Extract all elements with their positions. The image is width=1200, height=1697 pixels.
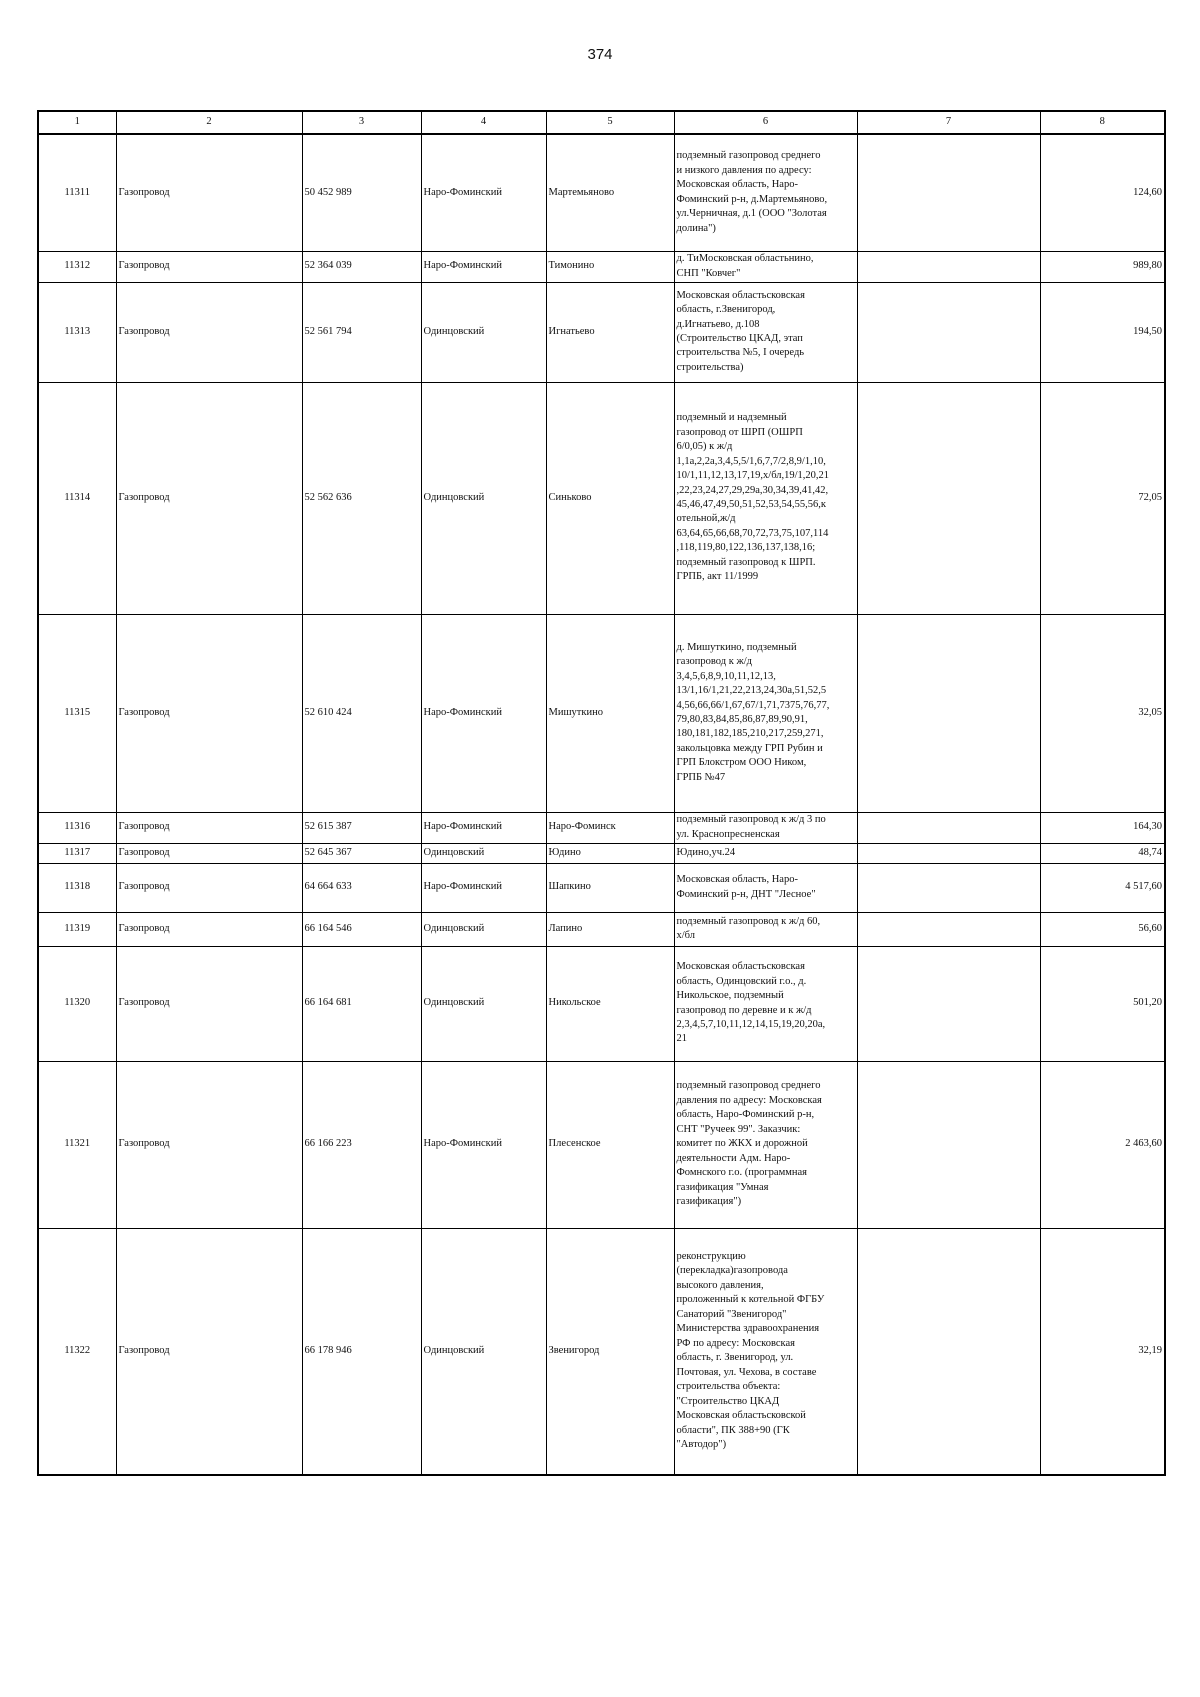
description: д. ТиМосковская областьнино, СНП "Ковчег" bbox=[674, 251, 857, 282]
column-header: 6 bbox=[674, 111, 857, 134]
value: 501,20 bbox=[1040, 946, 1165, 1061]
value: 194,50 bbox=[1040, 282, 1165, 382]
object-code: 66 164 681 bbox=[302, 946, 421, 1061]
district: Наро-Фоминский bbox=[421, 134, 546, 251]
object-type: Газопровод bbox=[116, 282, 302, 382]
locality: Шапкино bbox=[546, 863, 674, 912]
column-7-cell bbox=[857, 1061, 1040, 1228]
district: Наро-Фоминский bbox=[421, 812, 546, 843]
district: Одинцовский bbox=[421, 282, 546, 382]
value: 989,80 bbox=[1040, 251, 1165, 282]
district: Одинцовский bbox=[421, 946, 546, 1061]
row-number: 11311 bbox=[38, 134, 116, 251]
description: д. Мишуткино, подземный газопровод к ж/д 3,4,5,6,8,9,10,11,12,13, 13/1,16/1,21,22,213,24,30а,51,52,5 4,56,66,66/1,67,67/1,71,7375,76,77, 79,80,83,84,85,86,87,89,90,91, 180,181,182,185,210,217,259,271, закольцовка между ГРП Рубин и ГРП Блокстром ООО Ником, ГРПБ №47 bbox=[674, 614, 857, 812]
object-type: Газопровод bbox=[116, 912, 302, 946]
column-7-cell bbox=[857, 134, 1040, 251]
object-type: Газопровод bbox=[116, 863, 302, 912]
locality: Звенигород bbox=[546, 1228, 674, 1475]
object-code: 52 364 039 bbox=[302, 251, 421, 282]
row-number: 11313 bbox=[38, 282, 116, 382]
value: 32,05 bbox=[1040, 614, 1165, 812]
row-number: 11316 bbox=[38, 812, 116, 843]
header-row bbox=[38, 111, 1165, 134]
row-number: 11312 bbox=[38, 251, 116, 282]
locality: Синьково bbox=[546, 382, 674, 614]
object-type: Газопровод bbox=[116, 946, 302, 1061]
row-number: 11319 bbox=[38, 912, 116, 946]
table-row bbox=[38, 614, 1165, 812]
object-type: Газопровод bbox=[116, 134, 302, 251]
description: Юдино,уч.24 bbox=[674, 843, 857, 863]
locality: Лапино bbox=[546, 912, 674, 946]
value: 2 463,60 bbox=[1040, 1061, 1165, 1228]
description: подземный газопровод к ж/д 60, х/бл bbox=[674, 912, 857, 946]
table-row bbox=[38, 843, 1165, 863]
district: Одинцовский bbox=[421, 1228, 546, 1475]
locality: Мишуткино bbox=[546, 614, 674, 812]
locality: Наро-Фоминск bbox=[546, 812, 674, 843]
value: 32,19 bbox=[1040, 1228, 1165, 1475]
object-code: 66 178 946 bbox=[302, 1228, 421, 1475]
description: реконструкцию (перекладка)газопровода высокого давления, проложенный к котельной ФГБУ Санаторий "Звенигород" Министерства здравоохранения РФ по адресу: Московская область, г. Звенигород, ул. Почтовая, ул. Чехова, в составе строительства объекта: "Строительство ЦКАД Московская областьсковской области", ПК 388+90 (ГК "Автодор") bbox=[674, 1228, 857, 1475]
column-header: 5 bbox=[546, 111, 674, 134]
column-7-cell bbox=[857, 863, 1040, 912]
object-type: Газопровод bbox=[116, 614, 302, 812]
table-row bbox=[38, 812, 1165, 843]
object-type: Газопровод bbox=[116, 382, 302, 614]
locality: Юдино bbox=[546, 843, 674, 863]
object-code: 66 164 546 bbox=[302, 912, 421, 946]
object-code: 66 166 223 bbox=[302, 1061, 421, 1228]
column-header: 8 bbox=[1040, 111, 1165, 134]
row-number: 11318 bbox=[38, 863, 116, 912]
table-row bbox=[38, 382, 1165, 614]
object-code: 52 562 636 bbox=[302, 382, 421, 614]
table-row bbox=[38, 912, 1165, 946]
object-code: 52 610 424 bbox=[302, 614, 421, 812]
register-table bbox=[37, 110, 1166, 1476]
column-7-cell bbox=[857, 251, 1040, 282]
table-row bbox=[38, 251, 1165, 282]
description: подземный газопровод среднего и низкого давления по адресу: Московская область, Наро- Фоминский р-н, д.Мартемьяново, ул.Черничная, д.1 (ООО "Золотая долина") bbox=[674, 134, 857, 251]
description: Московская областьсковская область, г.Звенигород, д.Игнатьево, д.108 (Строительство ЦКАД, этап строительства №5, I очередь строительства) bbox=[674, 282, 857, 382]
page-number: 374 bbox=[587, 46, 613, 63]
column-7-cell bbox=[857, 282, 1040, 382]
district: Одинцовский bbox=[421, 912, 546, 946]
table-row bbox=[38, 863, 1165, 912]
column-7-cell bbox=[857, 1228, 1040, 1475]
column-7-cell bbox=[857, 812, 1040, 843]
row-number: 11317 bbox=[38, 843, 116, 863]
object-code: 52 561 794 bbox=[302, 282, 421, 382]
object-type: Газопровод bbox=[116, 1228, 302, 1475]
row-number: 11321 bbox=[38, 1061, 116, 1228]
description: подземный газопровод среднего давления по адресу: Московская область, Наро-Фоминский р-н, СНТ "Ручеек 99". Заказчик: комитет по ЖКХ и дорожной деятельности Адм. Наро- Фомнского г.о. (программная газификация "Умная газификация") bbox=[674, 1061, 857, 1228]
table-row bbox=[38, 134, 1165, 251]
column-header: 4 bbox=[421, 111, 546, 134]
locality: Игнатьево bbox=[546, 282, 674, 382]
district: Наро-Фоминский bbox=[421, 863, 546, 912]
district: Одинцовский bbox=[421, 382, 546, 614]
column-header: 7 bbox=[857, 111, 1040, 134]
table-row bbox=[38, 282, 1165, 382]
value: 72,05 bbox=[1040, 382, 1165, 614]
value: 48,74 bbox=[1040, 843, 1165, 863]
object-code: 52 645 367 bbox=[302, 843, 421, 863]
row-number: 11322 bbox=[38, 1228, 116, 1475]
row-number: 11314 bbox=[38, 382, 116, 614]
table-row bbox=[38, 1228, 1165, 1475]
object-type: Газопровод bbox=[116, 1061, 302, 1228]
description: подземный газопровод к ж/д 3 по ул. Краснопресненская bbox=[674, 812, 857, 843]
value: 56,60 bbox=[1040, 912, 1165, 946]
column-header: 1 bbox=[38, 111, 116, 134]
value: 124,60 bbox=[1040, 134, 1165, 251]
locality: Плесенское bbox=[546, 1061, 674, 1228]
column-header: 3 bbox=[302, 111, 421, 134]
description: подземный и надземный газопровод от ШРП (ОШРП 6/0,05) к ж/д 1,1а,2,2а,3,4,5,5/1,6,7,7/2,8,9/1,10, 10/1,11,12,13,17,19,х/бл,19/1,20,21 ,22,23,24,27,29,29а,30,34,39,41,42, 45,46,47,49,50,51,52,53,54,55,56,к отельной,ж/д 63,64,65,66,68,70,72,73,75,107,114 ,118,119,80,122,136,137,138,16; подземный газопровод к ШРП. ГРПБ, акт 11/1999 bbox=[674, 382, 857, 614]
object-type: Газопровод bbox=[116, 843, 302, 863]
row-number: 11320 bbox=[38, 946, 116, 1061]
object-type: Газопровод bbox=[116, 812, 302, 843]
column-7-cell bbox=[857, 614, 1040, 812]
locality: Никольское bbox=[546, 946, 674, 1061]
object-code: 52 615 387 bbox=[302, 812, 421, 843]
object-code: 64 664 633 bbox=[302, 863, 421, 912]
column-7-cell bbox=[857, 946, 1040, 1061]
locality: Тимонино bbox=[546, 251, 674, 282]
object-code: 50 452 989 bbox=[302, 134, 421, 251]
district: Одинцовский bbox=[421, 843, 546, 863]
value: 4 517,60 bbox=[1040, 863, 1165, 912]
table-row bbox=[38, 1061, 1165, 1228]
column-7-cell bbox=[857, 843, 1040, 863]
value: 164,30 bbox=[1040, 812, 1165, 843]
description: Московская областьсковская область, Одинцовский г.о., д. Никольское, подземный газопровод по деревне и к ж/д 2,3,4,5,7,10,11,12,14,15,19,20,20а, 21 bbox=[674, 946, 857, 1061]
district: Наро-Фоминский bbox=[421, 1061, 546, 1228]
table-row bbox=[38, 946, 1165, 1061]
district: Наро-Фоминский bbox=[421, 251, 546, 282]
column-7-cell bbox=[857, 912, 1040, 946]
object-type: Газопровод bbox=[116, 251, 302, 282]
description: Московская область, Наро- Фоминский р-н, ДНТ "Лесное" bbox=[674, 863, 857, 912]
column-header: 2 bbox=[116, 111, 302, 134]
district: Наро-Фоминский bbox=[421, 614, 546, 812]
locality: Мартемьяново bbox=[546, 134, 674, 251]
column-7-cell bbox=[857, 382, 1040, 614]
row-number: 11315 bbox=[38, 614, 116, 812]
